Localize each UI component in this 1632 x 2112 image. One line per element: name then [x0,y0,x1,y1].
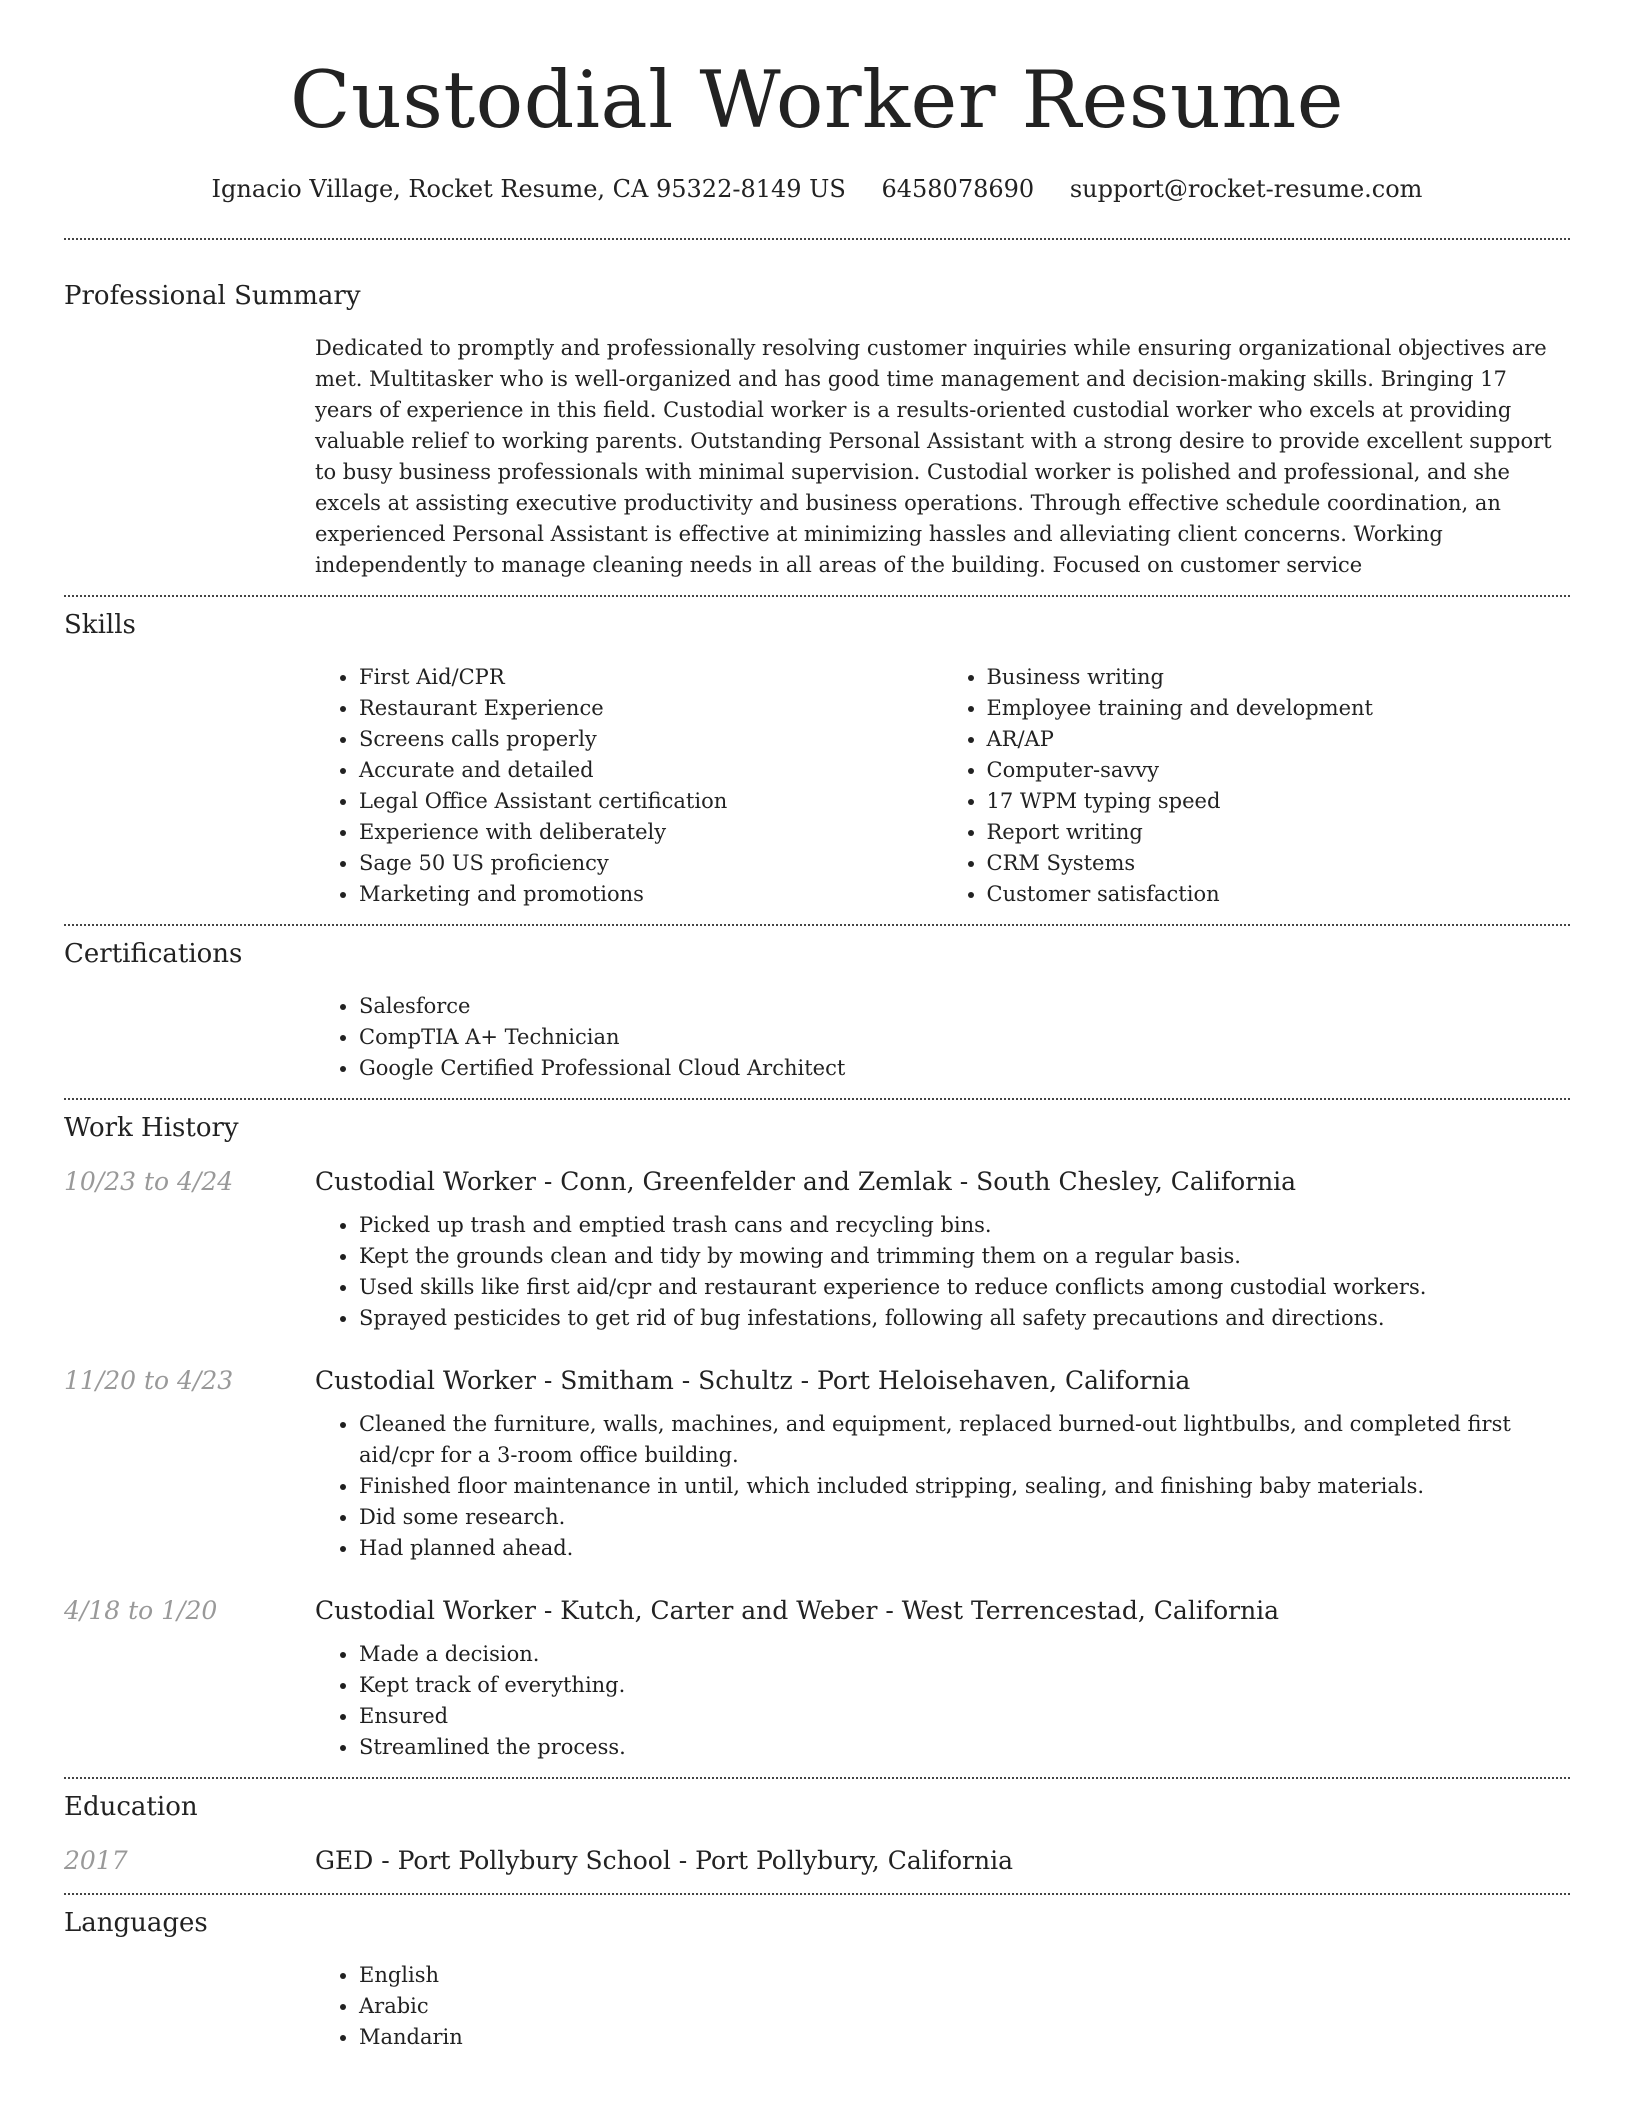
job-title: Custodial Worker - Conn, Greenfelder and Zemlak - South Chesley, California [315,1167,1297,1196]
skills-right-list [943,662,1571,910]
work-history-heading: Work History [64,1113,239,1143]
skill-item: • Legal Office Assistant certification [359,786,943,817]
summary-section [64,240,1570,581]
skill-item: • Computer-savvy [987,755,1571,786]
job-bullet: • Kept the grounds clean and tidy by mowing and trimming them on a regular basis. [359,1241,1570,1272]
job-bullet: • Streamlined the process. [359,1732,1570,1763]
contact-line [64,174,1570,204]
certifications-heading: Certifications [64,939,243,969]
skill-item: • Sage 50 US proficiency [359,848,943,879]
job-entry [64,1166,1570,1334]
skill-item: • 17 WPM typing speed [987,786,1571,817]
skill-item: • Experience with deliberately [359,817,943,848]
skills-left-list [315,662,943,910]
job-entry [64,1595,1570,1763]
skill-item: • Report writing [987,817,1571,848]
contact-email: support@rocket-resume.com [1069,175,1423,203]
education-year: 2017 [64,1846,128,1875]
contact-address: Ignacio Village, Rocket Resume, CA 95322-8149 US [211,175,846,203]
language-item: • Mandarin [359,2022,1570,2053]
education-detail: GED - Port Pollybury School - Port Pollybury, California [315,1846,1013,1875]
skill-item: • Business writing [987,662,1571,693]
skill-item: • Accurate and detailed [359,755,943,786]
skills-heading: Skills [64,610,136,640]
education-heading: Education [64,1792,198,1822]
job-bullet: • Kept track of everything. [359,1670,1570,1701]
skills-section [64,597,1570,910]
summary-text: Dedicated to promptly and professionally resolving customer inquiries while ensuring organizational objectives are met. Multitasker who is well-organized and has good time management and decision-making skills. Bringing 17 years of experience in this field. Custodial worker is a results-oriented custodial worker who excels at providing valuable relief to working parents. Outstanding Personal Assistant with a strong desire to provide excellent support to busy business professionals with minimal supervision. Custodial worker is polished and professional, and she excels at assisting executive productivity and business operations. Through effective schedule coordination, an experienced Personal Assistant is effective at minimizing hassles and alleviating client concerns. Working independently to manage cleaning needs in all areas of the building. Focused on customer service [315,336,1552,577]
skill-item: • Restaurant Experience [359,693,943,724]
job-entry [64,1365,1570,1564]
job-bullet: • Picked up trash and emptied trash cans and recycling bins. [359,1210,1570,1241]
job-dates: 11/20 to 4/23 [64,1366,234,1395]
certifications-section [64,926,1570,1084]
skills-columns [315,662,1570,910]
job-dates: 4/18 to 1/20 [64,1596,218,1625]
contact-phone: 6458078690 [881,175,1035,203]
job-title: Custodial Worker - Kutch, Carter and Weber - West Terrencestad, California [315,1596,1280,1625]
certification-item: • Google Certified Professional Cloud Architect [359,1053,1570,1084]
work-history-section [64,1100,1570,1763]
job-bullet: • Sprayed pesticides to get rid of bug infestations, following all safety precautions and directions. [359,1303,1570,1334]
education-entry [64,1845,1570,1877]
job-bullets [315,1409,1570,1564]
certifications-list [315,991,1570,1084]
job-bullets [315,1639,1570,1763]
job-bullet: • Did some research. [359,1502,1570,1533]
certification-item: • Salesforce [359,991,1570,1022]
skill-item: • CRM Systems [987,848,1571,879]
language-item: • English [359,1960,1570,1991]
skill-item: • First Aid/CPR [359,662,943,693]
resume-title: Custodial Worker Resume [290,54,1344,146]
resume-page [64,0,1570,2053]
languages-list [315,1960,1570,2053]
job-bullets [315,1210,1570,1334]
job-bullet: • Cleaned the furniture, walls, machines, and equipment, replaced burned-out lightbulbs, and completed first aid/cpr for a 3-room office building. [359,1409,1570,1471]
languages-list-wrap [315,1960,1570,2053]
skill-item: • Customer satisfaction [987,879,1571,910]
education-section [64,1779,1570,1877]
job-title: Custodial Worker - Smitham - Schultz - Port Heloisehaven, California [315,1366,1191,1395]
certifications-list-wrap [315,991,1570,1084]
certification-item: • CompTIA A+ Technician [359,1022,1570,1053]
job-bullet: • Used skills like first aid/cpr and restaurant experience to reduce conflicts among custodial workers. [359,1272,1570,1303]
skill-item: • AR/AP [987,724,1571,755]
job-bullet: • Had planned ahead. [359,1533,1570,1564]
skill-item: • Marketing and promotions [359,879,943,910]
skill-item: • Screens calls properly [359,724,943,755]
job-bullet: • Ensured [359,1701,1570,1732]
job-bullet: • Finished floor maintenance in until, which included stripping, sealing, and finishing baby materials. [359,1471,1570,1502]
job-dates: 10/23 to 4/24 [64,1167,234,1196]
skill-item: • Employee training and development [987,693,1571,724]
language-item: • Arabic [359,1991,1570,2022]
languages-heading: Languages [64,1908,208,1938]
languages-section [64,1895,1570,2053]
job-bullet: • Made a decision. [359,1639,1570,1670]
summary-heading: Professional Summary [64,281,361,311]
